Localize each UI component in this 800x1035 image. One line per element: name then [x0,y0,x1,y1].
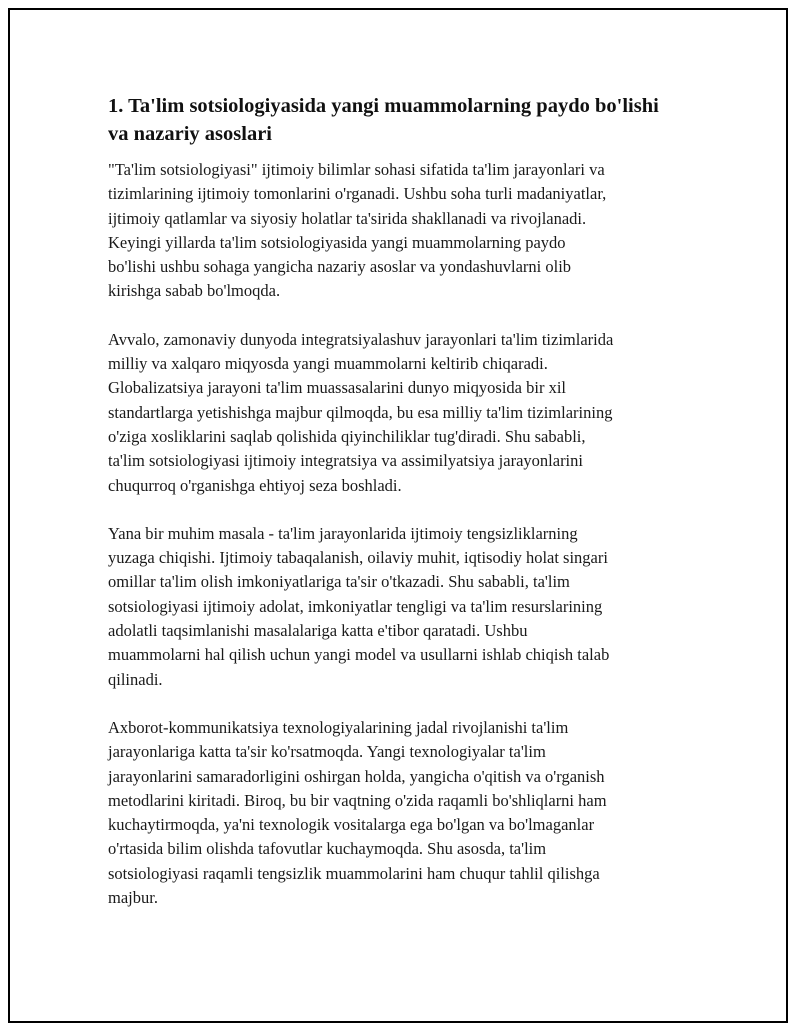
paragraph-1: "Ta'lim sotsiologiyasi" ijtimoiy bilimlar sohasi sifatida ta'lim jarayonlari va tizimlarining ijtimoiy tomonlarini o'rganadi. Ushbu soha turli madaniyatlar, ijtimoiy qatlamlar va siyosiy holatlar ta'sirida shakllanadi va rivojlanadi. Keyingi yillarda ta'lim sotsiologiyasida yangi muammolarning paydo bo'lishi ushbu sohaga yangicha nazariy asoslar va yondashuvlarni olib kirishga sabab bo'lmoqda. [108,160,607,301]
paragraph-4: Axborot-kommunikatsiya texnologiyalarining jadal rivojlanishi ta'lim jarayonlariga katta ta'sir ko'rsatmoqda. Yangi texnologiyalar ta'lim jarayonlarini samaradorligini oshirgan holda, yangicha o'qitish va o'rganish metodlarini kiritadi. Biroq, bu bir vaqtning o'zida raqamli bo'shliqlarni ham kuchaytirmoqda, ya'ni texnologik vositalarga ega bo'lgan va bo'lmaganlar o'rtasida bilim olishda tafovutlar kuchaymoqda. Shu asosda, ta'lim sotsiologiyasi raqamli tengsizlik muammolarini ham chuqur tahlil qilishga majbur. [108,717,607,908]
document-body [108,92,684,934]
section-heading: 1. Ta'lim sotsiologiyasida yangi muammolarning paydo bo'lishi va nazariy asoslari [108,95,659,145]
paragraph-2: Avvalo, zamonaviy dunyoda integratsiyalashuv jarayonlari ta'lim tizimlarida milliy va xalqaro miqyosda yangi muammolarni keltirib chiqaradi. Globalizatsiya jarayoni ta'lim muassasalarini dunyo miqyosida bir xil standartlarga yetishishga majbur qilmoqda, bu esa milliy ta'lim tizimlarining o'ziga xosliklarini saqlab qolishida qiyinchiliklar tug'diradi. Shu sababli, ta'lim sotsiologiyasi ijtimoiy integratsiya va assimilyatsiya jarayonlarini chuqurroq o'rganishga ehtiyoj seza boshladi. [108,329,614,495]
paragraph-3: Yana bir muhim masala - ta'lim jarayonlarida ijtimoiy tengsizliklarning yuzaga chiqishi. Ijtimoiy tabaqalanish, oilaviy muhit, iqtisodiy holat singari omillar ta'lim olish imkoniyatlariga ta'sir o'tkazadi. Shu sababli, ta'lim sotsiologiyasi ijtimoiy adolat, imkoniyatlar tengligi va ta'lim resurslarining adolatli taqsimlanishi masalalariga katta e'tibor qaratadi. Ushbu muammolarni hal qilish uchun yangi model va usullarni ishlab chiqish talab qilinadi. [108,523,610,689]
